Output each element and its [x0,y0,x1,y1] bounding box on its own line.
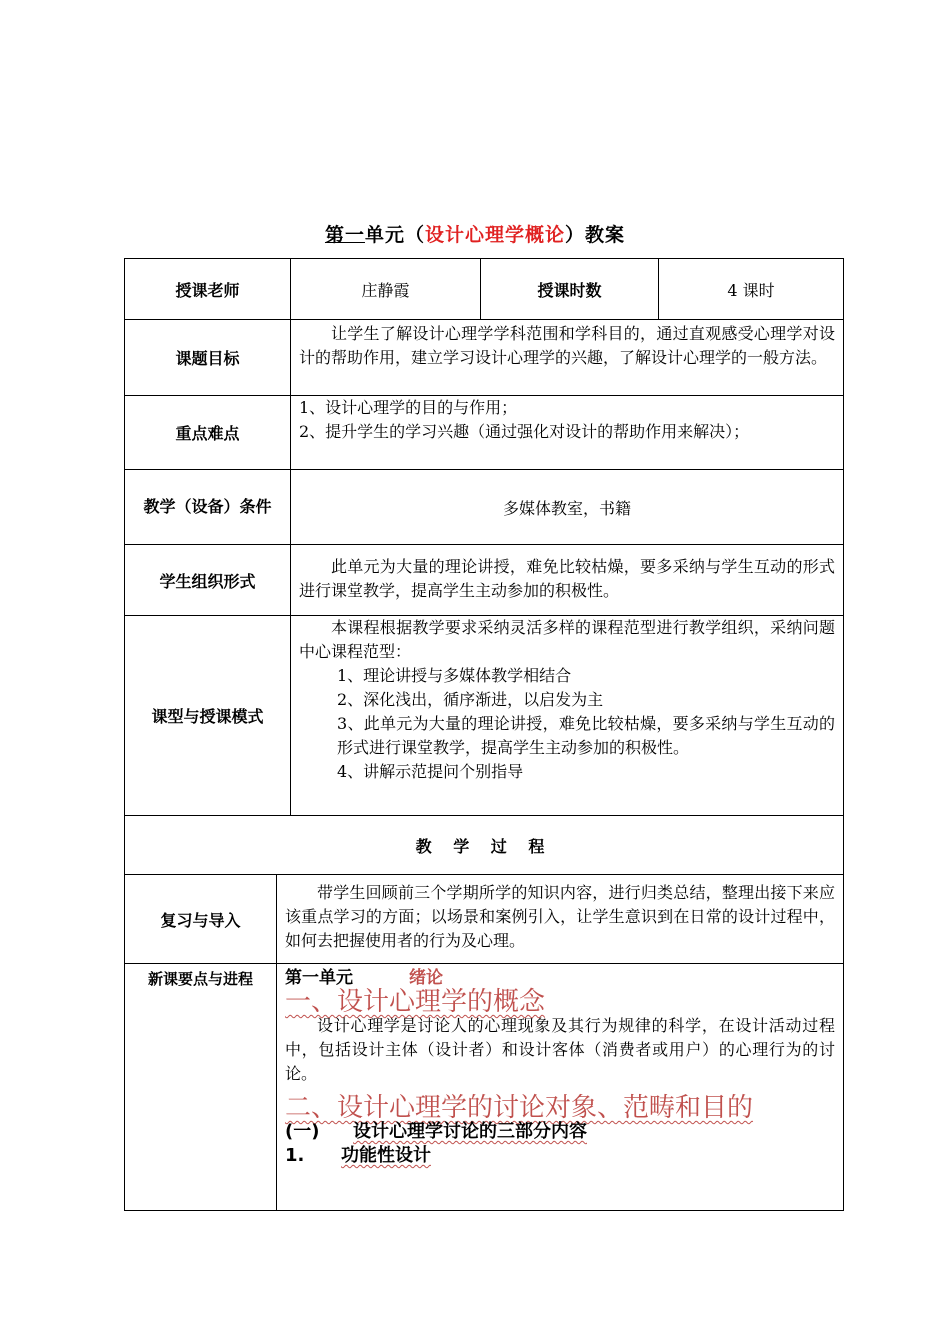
mode-item: 3、此单元为大量的理论讲授，难免比较枯燥，要多采纳与学生互动的形式进行课堂教学，提高学生主动参加的积极性。 [337,714,835,757]
key-points-label: 重点难点 [125,396,291,469]
key-points-content [291,396,843,469]
conditions-label: 教学（设备）条件 [125,470,291,544]
item-heading [285,1144,835,1168]
hours-label: 授课时数 [481,259,659,319]
header-row [125,259,843,320]
mode-item: 2、深化浅出，循序渐进，以启发为主 [337,690,604,709]
title-suffix: ）教案 [565,224,626,246]
mode-intro: 本课程根据教学要求采纳灵活多样的课程范型进行教学组织，采纳问题中心课程范型： [299,618,835,661]
section-heading-scope: 二、设计心理学的讨论对象、范畴和目的 [285,1093,754,1123]
item-text: 功能性设计 [341,1145,431,1166]
conditions-value: 多媒体教室，书籍 [502,498,631,518]
organization-text: 此单元为大量的理论讲授，难免比较枯燥，要多采纳与学生互动的形式进行课堂教学，提高学生主动参加的积极性。 [299,557,835,600]
mode-item: 1、理论讲授与多媒体教学相结合 [337,666,572,685]
mode-content [291,616,843,815]
review-label: 复习与导入 [125,875,277,963]
mode-item: 4、讲解示范提问个别指导 [337,762,524,781]
goal-text: 让学生了解设计心理学学科范围和学科目的，通过直观感受心理学对设计的帮助作用，建立学习设计心理学的兴趣，了解设计心理学的一般方法。 [299,324,835,367]
subsection-heading [285,1120,835,1144]
item-number: 1. [285,1145,305,1166]
goal-row [125,320,843,396]
goal-label: 课题目标 [125,320,291,395]
concept-paragraph: 设计心理学是讨论人的心理现象及其行为规律的科学，在设计活动过程中，包括设计主体（设计者）和设计客体（消费者或用户）的心理行为的讨论。 [285,1016,835,1083]
key-point-item: 2、提升学生的学习兴趣（通过强化对设计的帮助作用来解决）； [299,422,750,441]
title-prefix: 第一 [324,224,365,246]
new-lesson-content [277,964,843,1210]
new-lesson-row [125,964,843,1210]
new-lesson-label: 新课要点与进程 [125,964,277,1210]
organization-label: 学生组织形式 [125,545,291,615]
organization-row [125,545,843,616]
review-row [125,875,843,964]
title-mid: 单元（ [364,224,425,246]
teacher-value: 庄静霞 [291,259,481,319]
subsection-number: (一) [285,1121,320,1142]
process-row [125,816,843,875]
document-title [0,220,950,247]
title-topic: 设计心理学概论 [425,224,566,246]
section-heading-concept: 一、设计心理学的概念 [285,987,546,1017]
unit-name: 第一单元 [285,968,353,988]
review-text: 带学生回顾前三个学期所学的知识内容，进行归类总结，整理出接下来应该重点学习的方面；以场景和案例引入，让学生意识到在日常的设计过程中，如何去把握使用者的行为及心理。 [285,883,835,950]
mode-row [125,616,843,816]
hours-value: 4 课时 [727,280,775,300]
key-points-row [125,396,843,470]
key-point-item: 1、设计心理学的目的与作用； [299,398,518,417]
subsection-text: 设计心理学讨论的三部分内容 [353,1121,587,1142]
conditions-row [125,470,843,545]
review-content [277,875,843,963]
teacher-label: 授课老师 [125,259,291,319]
organization-content [291,545,843,615]
process-title: 教 学 过 程 [415,836,553,856]
lesson-plan-table [124,258,844,1211]
goal-content [291,320,843,395]
mode-label: 课型与授课模式 [125,616,291,815]
unit-topic: 绪论 [409,968,443,988]
